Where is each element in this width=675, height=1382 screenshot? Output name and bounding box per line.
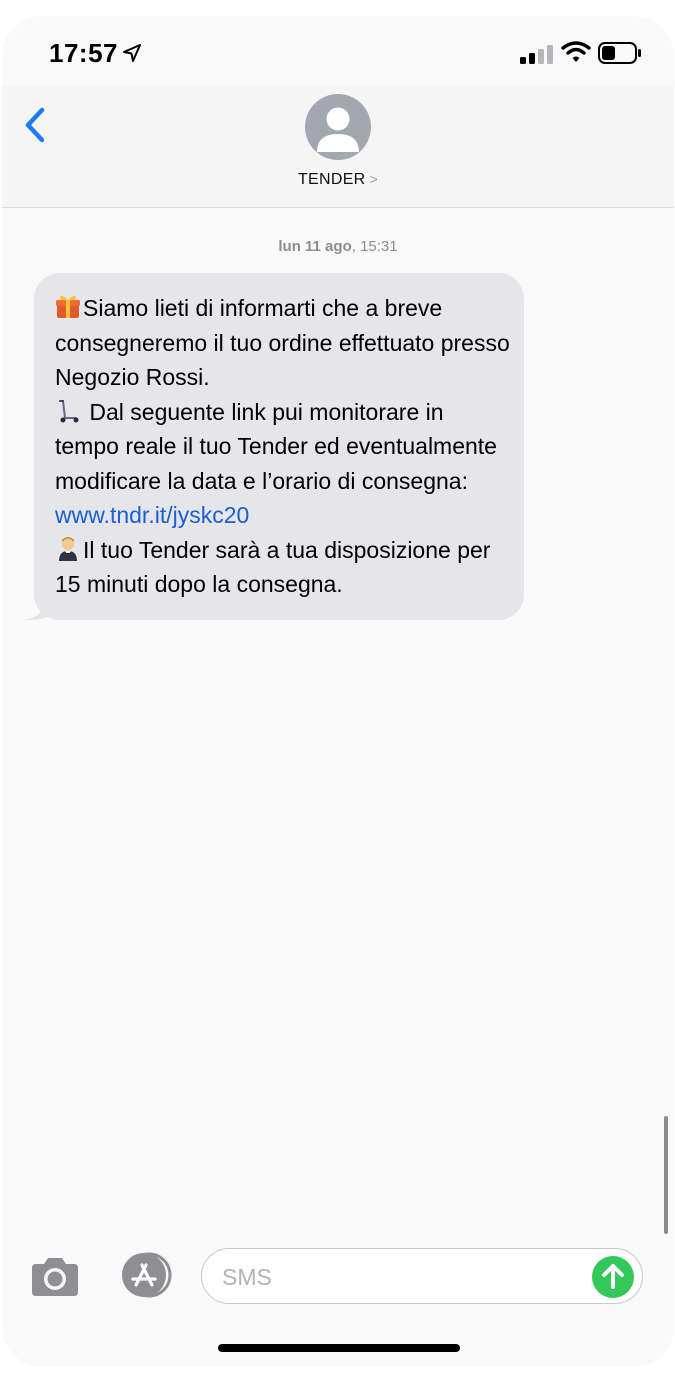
- location-arrow-icon: [122, 43, 142, 63]
- chevron-left-icon[interactable]: [20, 104, 48, 146]
- contact-name-button[interactable]: [2, 171, 674, 189]
- phone-screen: [2, 16, 674, 1367]
- butler-icon: [55, 536, 81, 562]
- battery-icon: [598, 42, 642, 64]
- contact-chevron: >: [369, 171, 379, 187]
- sms-input-container: [201, 1248, 643, 1304]
- contact-name: TENDER: [297, 171, 366, 188]
- tracking-link[interactable]: www.tndr.it/jyskc20: [55, 502, 250, 528]
- scroll-indicator[interactable]: [664, 1116, 668, 1234]
- timestamp-time: , 15:31: [351, 238, 398, 255]
- arrow-up-icon: [592, 1256, 634, 1298]
- message-line-1: Siamo lieti di informarti che a breve consegneremo il tuo ordine effettuato presso Negozio Rossi.: [55, 295, 510, 390]
- message-paragraph-3: [55, 533, 512, 602]
- gift-icon: [55, 294, 81, 320]
- sms-input[interactable]: [222, 1259, 582, 1295]
- wifi-icon: [561, 40, 591, 64]
- message-paragraph-2: [55, 395, 512, 533]
- send-button[interactable]: [592, 1256, 634, 1298]
- message-paragraph-1: [55, 291, 512, 395]
- camera-icon[interactable]: [28, 1256, 82, 1298]
- conversation-header: [2, 86, 674, 208]
- message-timestamp: [2, 238, 674, 255]
- status-bar: [2, 16, 674, 86]
- cellular-signal-icon: [520, 44, 554, 64]
- message-bubble[interactable]: [34, 273, 524, 620]
- message-line-3: Il tuo Tender sarà a tua disposizione per 15 minuti dopo la consegna.: [55, 536, 491, 597]
- message-line-2: Dal seguente link pui monitorare in tempo reale il tuo Tender ed eventualmente modificare la data e l’orario di consegna:: [55, 398, 497, 494]
- person-silhouette-icon: [305, 94, 371, 160]
- home-indicator[interactable]: [218, 1344, 460, 1352]
- timestamp-day: lun 11 ago: [278, 238, 352, 255]
- contact-avatar[interactable]: [305, 94, 371, 160]
- status-time: 17:57: [49, 38, 118, 68]
- app-store-icon[interactable]: [114, 1252, 174, 1298]
- scooter-icon: [55, 398, 81, 424]
